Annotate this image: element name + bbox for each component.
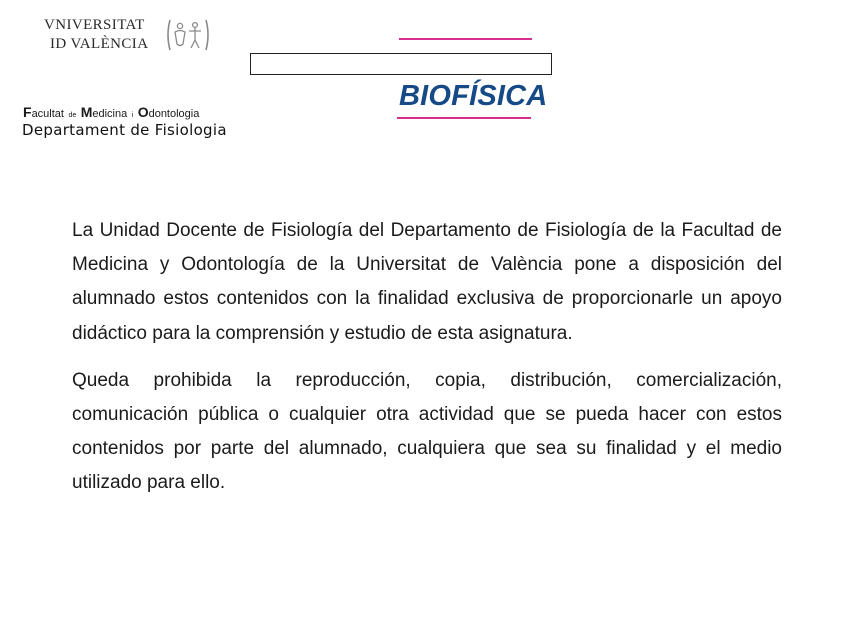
title-box bbox=[250, 53, 552, 75]
university-logo bbox=[44, 14, 219, 58]
faculty-initial-o: O bbox=[137, 104, 149, 120]
faculty-initial-f: F bbox=[23, 104, 32, 120]
notice-paragraph: La Unidad Docente de Fisiología del Departamento de Fisiología de la Facultad de Medicina y Odontología de la Universitat de València pone a disposición del alumnado estos contenidos con la finalidad exclusiva de proporcionarle un apoyo didáctico para la comprensión y estudio de esta asignatura. bbox=[72, 220, 782, 344]
accent-rule-bottom bbox=[397, 117, 531, 119]
notice-text bbox=[72, 214, 782, 501]
faculty-initial-m: M bbox=[80, 104, 93, 120]
university-name-line2: ID VALÈNCIA bbox=[50, 36, 149, 52]
university-name-line1: VNIVERSITAT bbox=[44, 17, 145, 33]
faculty-logo bbox=[23, 104, 199, 122]
faculty-word-edicina: edicina bbox=[92, 108, 128, 120]
university-emblem-icon bbox=[163, 16, 213, 54]
faculty-word-i: i bbox=[131, 112, 134, 119]
department-name: Departament de Fisiologia bbox=[22, 121, 227, 139]
faculty-word-acultat: acultat bbox=[31, 108, 64, 120]
faculty-word-dontologia: dontologia bbox=[148, 108, 200, 120]
notice-paragraph: Queda prohibida la reproducción, copia, distribución, comercialización, comunicación pública o cualquier otra actividad que se pueda hacer con estos contenidos por parte del alumnado, cualquiera que sea su finalidad y el medio utilizado para ello. bbox=[72, 369, 782, 494]
subject-title: BIOFÍSICA bbox=[399, 80, 548, 112]
faculty-word-de: de bbox=[68, 112, 77, 119]
accent-rule-top bbox=[399, 38, 532, 40]
